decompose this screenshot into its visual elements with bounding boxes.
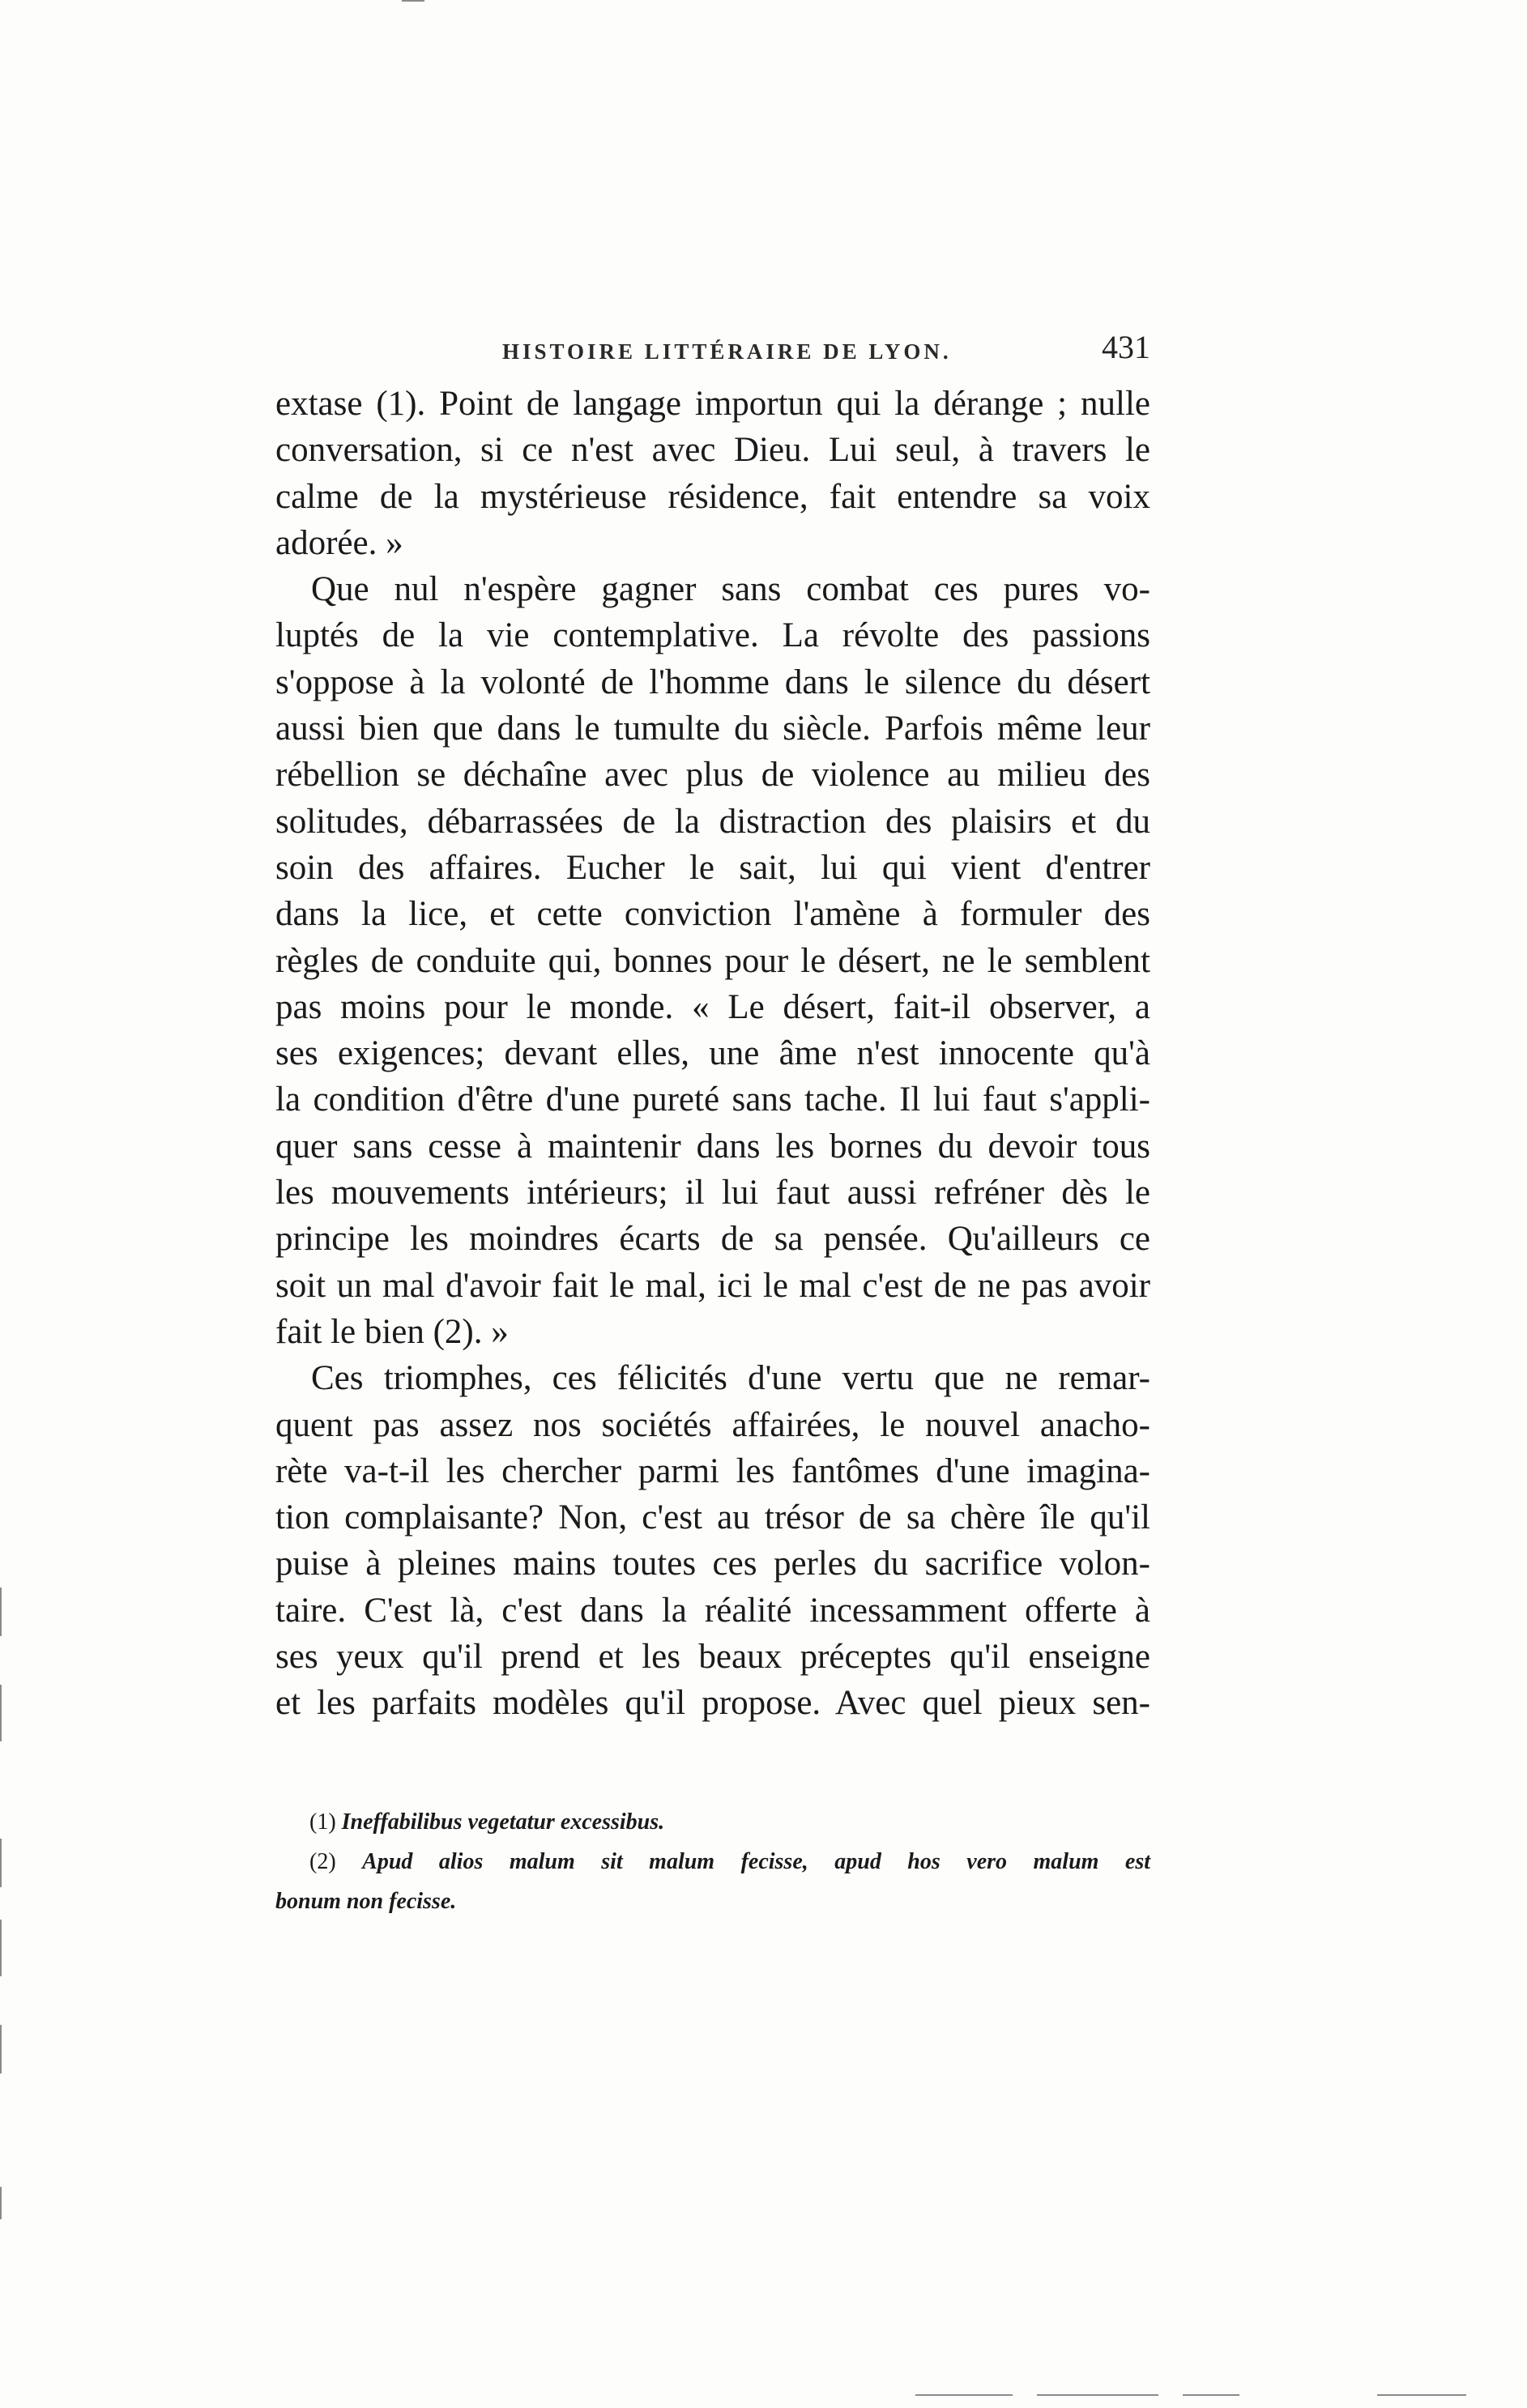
scan-mark: [1183, 2394, 1239, 2396]
text-line: quent pas assez nos sociétés affairées, le nouvel anacho-: [275, 1405, 1150, 1444]
text-line: fait le bien (2). »: [275, 1312, 509, 1351]
text-line: ses yeux qu'il prend et les beaux préceptes qu'il enseigne: [275, 1638, 1150, 1677]
text-line: dans la lice, et cette conviction l'amène à formuler des: [275, 895, 1150, 934]
scan-mark: [0, 1839, 2, 1887]
text-line: pas moins pour le monde. « Le désert, fait-il observer, a: [275, 987, 1150, 1026]
scan-mark: [1377, 2394, 1466, 2396]
text-line: extase (1). Point de langage importun qui la dérange ; nulle: [275, 385, 1150, 423]
footnotes: [275, 1802, 1150, 1921]
footnote-2: [275, 1842, 1150, 1882]
text-line: tion complaisante? Non, c'est au trésor de sa chère île qu'il: [275, 1498, 1150, 1537]
text-line: adorée. »: [275, 523, 403, 562]
text-line: aussi bien que dans le tumulte du siècle. Parfois même leur: [275, 710, 1150, 748]
scan-mark: [0, 1685, 2, 1741]
text-line: Ces triomphes, ces félicités d'une vertu que ne remar-: [311, 1359, 1150, 1398]
text-line: les mouvements intérieurs; il lui faut aussi refréner dès le: [275, 1174, 1150, 1213]
text-line: principe les moindres écarts de sa pensée. Qu'ailleurs ce: [275, 1220, 1150, 1259]
footnote-text: Ineffabilibus vegetatur excessibus.: [341, 1809, 665, 1835]
scan-mark: [0, 1588, 2, 1636]
scan-mark: [0, 2187, 2, 2219]
text-line: quer sans cesse à maintenir dans les bornes du devoir tous: [275, 1127, 1150, 1166]
text-line: conversation, si ce n'est avec Dieu. Lui seul, à travers le: [275, 431, 1150, 470]
footnote-2-continuation: [275, 1882, 1150, 1921]
running-title: HISTOIRE LITTÉRAIRE DE LYON.: [502, 339, 952, 364]
body-text: [275, 381, 1150, 1727]
scan-mark: [0, 2025, 2, 2073]
text-line: soin des affaires. Eucher le sait, lui qui vient d'entrer: [275, 848, 1150, 887]
footnote-1: [275, 1802, 1150, 1842]
scan-mark: [1037, 2394, 1158, 2396]
scan-mark: [915, 2394, 1013, 2396]
running-head: [275, 328, 1150, 377]
text-line: la condition d'être d'une pureté sans tache. Il lui faut s'appli-: [275, 1080, 1150, 1119]
text-line: solitudes, débarrassées de la distraction des plaisirs et du: [275, 802, 1150, 841]
text-line: ses exigences; devant elles, une âme n'est innocente qu'à: [275, 1034, 1150, 1073]
text-line: Que nul n'espère gagner sans combat ces pures vo-: [311, 570, 1150, 609]
text-line: taire. C'est là, c'est dans la réalité incessamment offerte à: [275, 1591, 1150, 1630]
text-line: règles de conduite qui, bonnes pour le désert, ne le semblent: [275, 941, 1150, 980]
footnote-text: Apud alios malum sit malum fecisse, apud hos vero malum est: [362, 1849, 1151, 1874]
text-line: rébellion se déchaîne avec plus de violence au milieu des: [275, 756, 1150, 795]
footnote-number: (2): [309, 1849, 336, 1874]
scan-mark: [402, 0, 424, 2]
text-line: rète va-t-il les chercher parmi les fantômes d'une imagina-: [275, 1451, 1150, 1490]
text-line: luptés de la vie contemplative. La révolte des passions: [275, 616, 1150, 655]
text-line: s'oppose à la volonté de l'homme dans le silence du désert: [275, 663, 1150, 701]
text-line: soit un mal d'avoir fait le mal, ici le mal c'est de ne pas avoir: [275, 1266, 1150, 1305]
scan-mark: [0, 1920, 2, 1976]
text-line: calme de la mystérieuse résidence, fait entendre sa voix: [275, 477, 1150, 516]
footnote-number: (1): [309, 1809, 336, 1835]
text-line: et les parfaits modèles qu'il propose. Avec quel pieux sen-: [275, 1684, 1150, 1723]
text-line: puise à pleines mains toutes ces perles du sacrifice volon-: [275, 1545, 1150, 1583]
page-number: 431: [1102, 329, 1150, 365]
footnote-text: bonum non fecisse.: [275, 1889, 457, 1914]
